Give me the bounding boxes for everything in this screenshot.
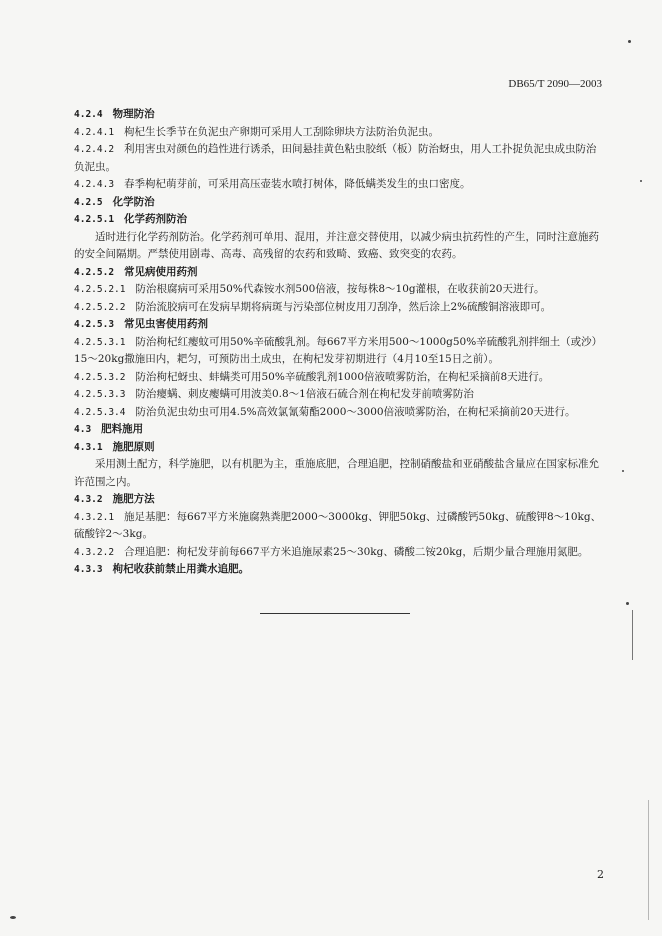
scan-speck [626, 602, 629, 605]
section-4-3-3: 4.3.3 枸杞收获前禁止用粪水追肥。 [74, 563, 250, 575]
end-divider [260, 613, 410, 614]
section-4-2-5: 4.2.5 化学防治 [74, 195, 155, 208]
item-4-2-4-2: 4.2.4.2 利用害虫对颜色的趋性进行诱杀，田间悬挂黄色粘虫胶纸（板）防治蚜虫，用人工扑捉负泥虫成虫防治负泥虫。 [74, 143, 597, 173]
section-4-2-5-2: 4.2.5.2 常见病使用药剂 [74, 265, 198, 278]
item-4-2-4-3: 4.2.4.3 春季枸杞萌芽前，可采用高压壶装水喷打树体，降低螨类发生的虫口密度。 [74, 178, 471, 190]
document-body [74, 106, 602, 579]
scan-speck [628, 40, 631, 43]
section-4-3: 4.3 肥料施用 [74, 423, 144, 435]
item-4-2-5-3-2: 4.2.5.3.2 防治枸杞蚜虫、蚌螨类可用50%辛硫酸乳剂1000倍液喷雾防治，在枸杞采摘前8天进行。 [74, 370, 550, 383]
item-4-3-2-1: 4.3.2.1 施足基肥：每667平方米施腐熟粪肥2000～3000kg、钾肥50kg、过磷酸钙50kg、硫酸钾8～10kg、硫酸锌2～3kg。 [74, 510, 602, 540]
item-4-2-5-3-4: 4.2.5.3.4 防治负泥虫幼虫可用4.5%高效氯氰菊酯2000～3000倍液喷雾防治，在枸杞采摘前20天进行。 [74, 405, 576, 418]
section-4-2-4: 4.2.4 物理防治 [74, 108, 155, 120]
standard-code: DB65/T 2090—2003 [508, 78, 602, 90]
section-4-3-1: 4.3.1 施肥原则 [74, 440, 155, 453]
scan-speck [640, 180, 642, 182]
paragraph-chemical-control: 适时进行化学药剂防治。化学药剂可单用、混用，并注意交替使用，以减少病虫抗药性的产生，同时注意施药的安全间隔期。严禁使用剧毒、高毒、高残留的农药和致畸、致癌、致突变的农药。 [74, 230, 599, 260]
paragraph-fertilizer-principle: 采用测土配方，科学施肥，以有机肥为主，重施底肥，合理追肥，控制硝酸盐和亚硝酸盐含量应在国家标准允许范围之内。 [74, 458, 599, 488]
scan-speck [10, 916, 16, 919]
section-4-3-2: 4.3.2 施肥方法 [74, 493, 155, 505]
page-number: 2 [597, 868, 604, 881]
section-4-2-5-1: 4.2.5.1 化学药剂防治 [74, 213, 188, 225]
item-4-2-5-2-2: 4.2.5.2.2 防治流胶病可在发病早期将病斑与污染部位树皮用刀刮净，然后涂上2%硫酸铜溶液即可。 [74, 300, 552, 313]
item-4-2-5-3-3: 4.2.5.3.3 防治瘿螨、刺皮瘿螨可用波美0.8～1倍液石硫合剂在枸杞发芽前喷雾防治 [74, 388, 474, 400]
scan-streak [632, 610, 633, 660]
scan-streak [648, 800, 649, 920]
item-4-2-5-3-1: 4.2.5.3.1 防治枸杞红瘿蚊可用50%辛硫酸乳剂。每667平方米用500～1000g50%辛硫酸乳剂拌细土（或沙）15～20kg撒施田内，耙匀，可预防出土成虫，在枸杞发芽初期进行（4月10至15日之前）。 [74, 335, 597, 365]
item-4-2-5-2-1: 4.2.5.2.1 防治根腐病可采用50%代森铵水剂500倍液，按每株8～10g灌根，在收获前20天进行。 [74, 283, 545, 295]
item-4-3-2-2: 4.3.2.2 合理追肥：枸杞发芽前每667平方米追施尿素25～30kg、磷酸二铵20kg，后期少量合理施用氮肥。 [74, 545, 589, 558]
item-4-2-4-1: 4.2.4.1 枸杞生长季节在负泥虫产卵期可采用人工刮除卵块方法防治负泥虫。 [74, 125, 440, 138]
section-4-2-5-3: 4.2.5.3 常见虫害使用药剂 [74, 318, 209, 330]
scan-speck [622, 470, 624, 472]
